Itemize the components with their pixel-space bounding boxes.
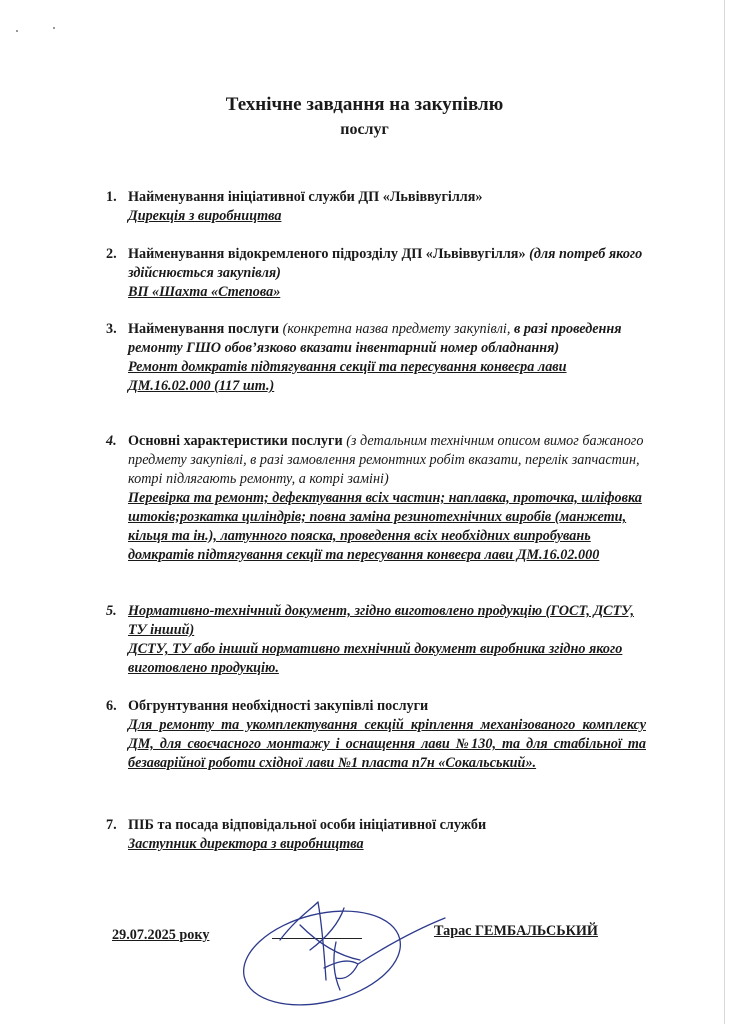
section-answer: ДСТУ, ТУ або інший нормативно технічний документ виробника згідно якого виготовлено продукцію. [128,641,623,676]
section-number: 6. [106,698,117,714]
section-2 [106,245,646,302]
section-heading: Нормативно-технічний документ, згідно виготовлено продукцію (ГОСТ, ДСТУ, ТУ інший) [128,603,635,638]
section-heading: Найменування послуги [128,321,280,337]
section-heading: Обгрунтування необхідності закупівлі послуги [128,698,429,714]
section-note: (з детальним технічним описом вимог бажаного предмету закупівлі, в разі замовлення ремонтних робіт вказати, перелік запчастин, котрі підлягають ремонту, а котрі заміні) [128,433,644,487]
section-answer: Ремонт домкратів підтягування секції та пересування конвеєра лави ДМ.16.02.000 (117 шт.) [128,359,567,394]
section-4 [106,432,646,565]
signer-name: Тарас ГЕМБАЛЬСЬКИЙ [434,923,598,939]
section-note-emphasis: в разі проведення ремонту ГШО обов’язково вказати інвентарний номер обладнання) [128,321,622,356]
section-answer: Перевірка та ремонт; дефектування всіх частин; наплавка, проточка, шліфовка штоків;розкатка циліндрів; повна заміна резинотехнічних виробів (манжети, кільця та ін.), латунного пояска, проведення всіх необхідних випробувань домкратів підтягування секції та пересування конвеєра лави ДМ.16.02.000 [128,490,642,563]
section-answer: ВП «Шахта «Степова» [128,284,281,300]
section-6 [106,697,646,773]
section-heading: Основні характеристики послуги [128,433,343,449]
section-number: 5. [106,603,117,619]
scan-speck [16,30,18,32]
section-heading: Найменування відокремленого підрозділу ДП «Львіввугілля» [128,246,526,262]
section-heading: Найменування ініціативної служби ДП «Львіввугілля» [128,189,483,205]
section-note: (для потреб якого здійснюється закупівля) [128,246,643,281]
scan-edge [724,0,725,1024]
section-heading: ПІБ та посада відповідальної особи ініціативної служби [128,817,487,833]
section-3 [106,320,646,396]
section-number: 3. [106,321,117,337]
section-number: 7. [106,817,117,833]
scan-speck [53,27,55,29]
section-answer: Дирекція з виробництва [128,208,282,224]
section-note: (конкретна назва предмету закупівлі, [279,321,514,337]
section-7 [106,816,646,854]
section-answer: Заступник директора з виробництва [128,836,364,852]
section-number: 2. [106,246,117,262]
section-1 [106,188,646,226]
signature-date: 29.07.2025 року [112,927,210,943]
section-number: 4. [106,433,117,449]
section-answer: Для ремонту та укомплектування секцій кріплення механізованого комплексу ДМ, для своєчасного монтажу і оснащення лави №130, та для стабільної та безаварійної роботи східної лави №1 пласта п7н «Сокальський». [128,717,646,771]
section-number: 1. [106,189,117,205]
document-title: Технічне завдання на закупівлю [225,94,504,115]
section-5 [106,602,646,678]
handwritten-signature [240,880,450,1020]
document-subtitle: послуг [340,121,389,138]
